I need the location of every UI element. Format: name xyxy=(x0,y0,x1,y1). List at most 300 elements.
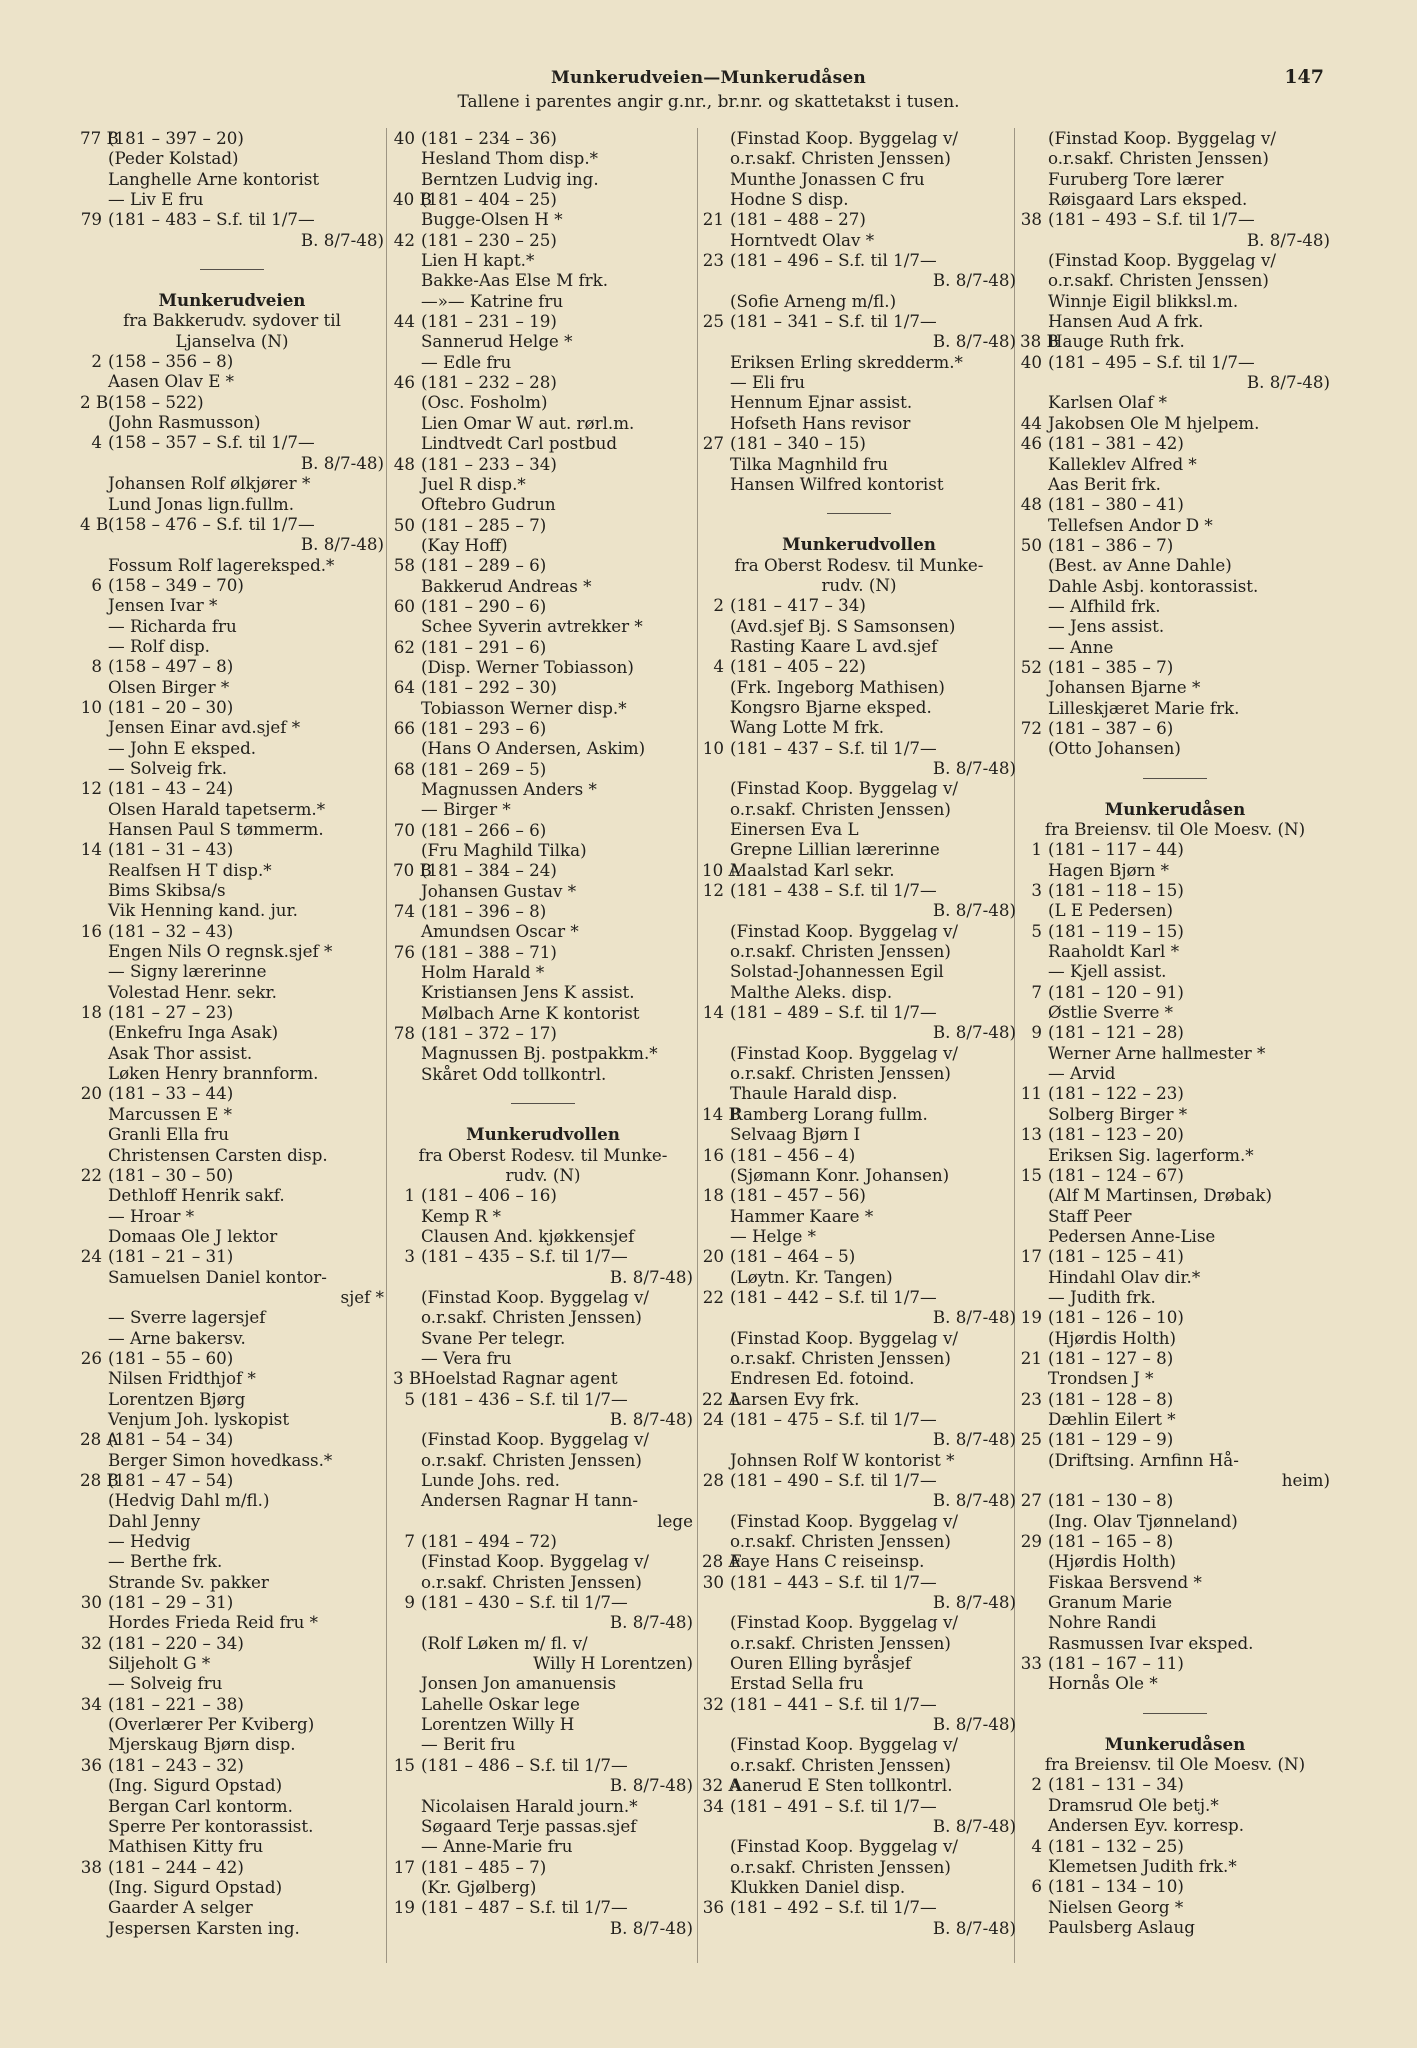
directory-entry xyxy=(702,1877,1016,1897)
column-2 xyxy=(393,128,693,1938)
directory-entry xyxy=(393,1673,693,1693)
directory-entry xyxy=(702,1653,1016,1673)
entry-text: Solberg Birger * xyxy=(1048,1103,1188,1124)
directory-entry xyxy=(702,1694,1016,1714)
directory-entry xyxy=(80,575,384,595)
entry-text: (181 – 388 – 71) xyxy=(421,941,557,962)
house-number: 28 A xyxy=(702,1551,741,1572)
house-number: 20 xyxy=(80,1083,102,1104)
entry-text: (181 – 47 – 54) xyxy=(108,1470,234,1490)
entry-text: o.r.sakf. Christen Jenssen) xyxy=(730,1531,951,1552)
directory-entry xyxy=(393,677,693,697)
directory-entry xyxy=(80,1470,384,1490)
directory-entry xyxy=(80,1104,384,1124)
directory-entry xyxy=(1020,454,1330,474)
entry-text: Bims Skibsa/s xyxy=(108,880,226,901)
house-number: 12 xyxy=(80,778,102,799)
house-number: 52 xyxy=(1020,656,1042,677)
house-number: 58 xyxy=(393,555,415,576)
directory-entry xyxy=(393,657,693,677)
directory-entry xyxy=(1020,1917,1330,1937)
directory-entry xyxy=(393,189,693,209)
directory-entry xyxy=(80,128,384,148)
entry-text: (158 – 522) xyxy=(108,391,204,412)
entry-text: (181 – 131 – 34) xyxy=(1048,1774,1184,1795)
house-number: 36 xyxy=(702,1897,724,1918)
street-route: fra Breiensv. til Ole Moesv. (N) xyxy=(1044,1754,1306,1775)
entry-continuation: B. 8/7-48) xyxy=(932,1490,1016,1511)
entry-text: Andersen Eyv. korresp. xyxy=(1048,1815,1245,1836)
directory-entry xyxy=(1020,1897,1330,1917)
entry-text: (181 – 396 – 8) xyxy=(421,901,547,922)
directory-entry xyxy=(393,1470,693,1490)
directory-entry xyxy=(702,1857,1016,1877)
directory-entry xyxy=(702,128,1016,148)
directory-entry xyxy=(80,1633,384,1653)
directory-entry xyxy=(702,921,1016,941)
directory-entry xyxy=(80,1531,384,1551)
entry-text: Hofseth Hans revisor xyxy=(730,412,911,433)
entry-continuation: B. 8/7-48) xyxy=(1246,229,1330,250)
directory-entry xyxy=(80,189,384,209)
entry-text: Lilleskjæret Marie frk. xyxy=(1048,697,1240,718)
entry-text: Lorentzen Willy H xyxy=(421,1714,575,1735)
entry-text: (181 – 341 – S.f. til 1/7— xyxy=(730,311,937,332)
directory-entry xyxy=(1020,1450,1330,1470)
house-number: 2 B xyxy=(80,391,109,412)
entry-text: (181 – 230 – 25) xyxy=(421,229,557,250)
entry-text: (Peder Kolstad) xyxy=(108,148,239,169)
entry-text: Kalleklev Alfred * xyxy=(1048,453,1197,474)
entry-text: Horntvedt Olav * xyxy=(730,229,875,250)
directory-entry xyxy=(1020,1104,1330,1124)
directory-entry xyxy=(1020,1185,1330,1205)
directory-entry xyxy=(393,474,693,494)
entry-text: Winnje Eigil blikksl.m. xyxy=(1048,290,1239,311)
entry-text: Johnsen Rolf W kontorist * xyxy=(730,1449,955,1470)
entry-text: — Liv E fru xyxy=(108,189,204,210)
directory-entry xyxy=(702,169,1016,189)
entry-text: Trondsen J * xyxy=(1048,1368,1154,1389)
entry-text: Siljeholt G * xyxy=(108,1653,211,1674)
entry-text: Hammer Kaare * xyxy=(730,1205,874,1226)
directory-entry xyxy=(702,961,1016,981)
entry-text: Johansen Bjarne * xyxy=(1048,677,1201,698)
directory-entry xyxy=(393,555,693,575)
entry-text: Werner Arne hallmester * xyxy=(1048,1042,1266,1063)
entry-text: Kristiansen Jens K assist. xyxy=(421,982,635,1003)
directory-entry xyxy=(393,820,693,840)
directory-entry xyxy=(393,901,693,921)
entry-text: Hindahl Olav dir.* xyxy=(1048,1266,1201,1287)
entry-text: Volestad Henr. sekr. xyxy=(108,981,277,1002)
house-number: 36 xyxy=(80,1754,102,1775)
directory-entry xyxy=(80,1857,384,1877)
street-heading: Munkerudvollen xyxy=(782,534,936,555)
entry-text: Munthe Jonassen C fru xyxy=(730,168,925,189)
entry-text: (Finstad Koop. Byggelag v/ xyxy=(421,1551,650,1572)
entry-text: (Frk. Ingeborg Mathisen) xyxy=(730,676,945,697)
directory-entry xyxy=(393,1734,693,1754)
directory-entry xyxy=(1020,1836,1330,1856)
directory-entry xyxy=(80,1897,384,1917)
entry-text: Vik Henning kand. jur. xyxy=(108,900,298,921)
entry-text: — Helge * xyxy=(730,1225,816,1246)
directory-entry xyxy=(1020,718,1330,738)
entry-text: (181 – 417 – 34) xyxy=(730,595,866,616)
directory-entry xyxy=(702,1267,1016,1287)
entry-text: o.r.sakf. Christen Jenssen) xyxy=(1048,148,1269,169)
entry-text: (181 – 117 – 44) xyxy=(1048,839,1184,860)
entry-text: Hauge Ruth frk. xyxy=(1048,331,1185,352)
entry-text: (181 – 289 – 6) xyxy=(421,555,547,576)
entry-continuation: Willy H Lorentzen) xyxy=(533,1653,693,1674)
house-number: 17 xyxy=(393,1856,415,1877)
directory-entry xyxy=(1020,921,1330,941)
directory-entry xyxy=(80,1206,384,1226)
house-number: 66 xyxy=(393,717,415,738)
directory-entry xyxy=(80,880,384,900)
directory-entry xyxy=(702,311,1016,331)
directory-entry xyxy=(393,799,693,819)
house-number: 4 xyxy=(713,656,724,677)
entry-continuation: B. 8/7-48) xyxy=(932,1022,1016,1043)
house-number: 32 xyxy=(702,1693,724,1714)
entry-text: Hornås Ole * xyxy=(1048,1673,1158,1694)
entry-text: — Richarda fru xyxy=(108,615,237,636)
directory-entry xyxy=(702,1043,1016,1063)
directory-entry xyxy=(393,1551,693,1571)
entry-text: (181 – 128 – 8) xyxy=(1048,1388,1174,1409)
directory-entry xyxy=(80,1775,384,1795)
house-number: 28 B xyxy=(80,1470,119,1490)
entry-text: (181 – 269 – 5) xyxy=(421,758,547,779)
directory-entry xyxy=(80,1022,384,1042)
street-route: fra Oberst Rodesv. til Munke- xyxy=(734,554,984,575)
directory-entry xyxy=(702,1206,1016,1226)
house-number: 23 xyxy=(1020,1388,1042,1409)
house-number: 33 xyxy=(1020,1653,1042,1674)
entry-text: (181 – 32 – 43) xyxy=(108,920,234,941)
directory-entry xyxy=(80,758,384,778)
directory-entry xyxy=(702,799,1016,819)
entry-text: Ouren Elling byråsjef xyxy=(730,1653,912,1674)
entry-text: (181 – 43 – 24) xyxy=(108,778,234,799)
entry-text: Clausen And. kjøkkensjef xyxy=(421,1225,635,1246)
entry-continuation: lege xyxy=(657,1510,693,1531)
directory-entry xyxy=(702,1368,1016,1388)
entry-text: (181 – 384 – 24) xyxy=(421,860,557,881)
house-number: 16 xyxy=(702,1144,724,1165)
directory-entry xyxy=(393,494,693,514)
entry-text: (181 – 404 – 25) xyxy=(421,189,557,210)
directory-entry xyxy=(393,698,693,718)
entry-text: o.r.sakf. Christen Jenssen) xyxy=(730,798,951,819)
entry-text: (Finstad Koop. Byggelag v/ xyxy=(730,1042,959,1063)
directory-entry xyxy=(393,596,693,616)
entry-text: (181 – 436 – S.f. til 1/7— xyxy=(421,1388,628,1409)
entry-text: (Finstad Koop. Byggelag v/ xyxy=(421,1429,650,1450)
entry-text: Johansen Rolf ølkjører * xyxy=(108,473,311,494)
house-number: 18 xyxy=(702,1185,724,1206)
entry-text: Lindtvedt Carl postbud xyxy=(421,433,617,454)
entry-text: (181 – 435 – S.f. til 1/7— xyxy=(421,1246,628,1267)
entry-continuation: B. 8/7-48) xyxy=(609,1917,693,1938)
directory-entry xyxy=(1020,1876,1330,1896)
directory-entry xyxy=(80,1002,384,1022)
directory-entry xyxy=(80,1226,384,1246)
entry-text: (181 – 386 – 7) xyxy=(1048,534,1174,555)
entry-text: Bakke-Aas Else M frk. xyxy=(421,270,609,291)
directory-entry xyxy=(1020,839,1330,859)
entry-text: (181 – 167 – 11) xyxy=(1048,1653,1184,1674)
entry-text: Eriksen Erling skredderm.* xyxy=(730,351,963,372)
house-number: 44 xyxy=(393,311,415,332)
directory-entry xyxy=(80,961,384,981)
entry-text: (181 – 234 – 36) xyxy=(421,128,557,148)
house-number: 30 xyxy=(702,1571,724,1592)
house-number: 3 xyxy=(404,1246,415,1267)
directory-entry xyxy=(393,840,693,860)
directory-entry xyxy=(1020,1490,1330,1510)
house-number: 48 xyxy=(1020,494,1042,515)
entry-text: Dramsrud Ole betj.* xyxy=(1048,1794,1219,1815)
entry-text: — Berthe frk. xyxy=(108,1551,223,1572)
directory-entry xyxy=(393,454,693,474)
street-heading: Munkerudåsen xyxy=(1104,798,1246,819)
entry-text: Nielsen Georg * xyxy=(1048,1896,1184,1917)
entry-text: (Fru Maghild Tilka) xyxy=(421,840,587,861)
house-number: 74 xyxy=(393,901,415,922)
directory-entry xyxy=(393,1003,693,1023)
directory-entry xyxy=(80,860,384,880)
entry-text: Olsen Birger * xyxy=(108,676,230,697)
directory-entry xyxy=(702,1511,1016,1531)
entry-text: (158 – 476 – S.f. til 1/7— xyxy=(108,513,315,534)
directory-entry xyxy=(80,412,384,432)
house-number: 7 xyxy=(404,1531,415,1552)
house-number: 15 xyxy=(1020,1164,1042,1185)
directory-entry xyxy=(1020,616,1330,636)
entry-text: Hansen Wilfred kontorist xyxy=(730,473,944,494)
entry-text: (181 – 430 – S.f. til 1/7— xyxy=(421,1592,628,1613)
house-number: 68 xyxy=(393,758,415,779)
directory-entry xyxy=(1020,941,1330,961)
directory-entry xyxy=(80,1165,384,1185)
directory-entry xyxy=(1020,1795,1330,1815)
house-number: 2 xyxy=(1031,1774,1042,1795)
entry-text: (Finstad Koop. Byggelag v/ xyxy=(730,1510,959,1531)
directory-entry xyxy=(702,860,1016,880)
directory-entry xyxy=(80,209,384,229)
entry-text: Lunde Johs. red. xyxy=(421,1470,560,1490)
directory-entry xyxy=(80,921,384,941)
directory-entry xyxy=(393,1287,693,1307)
entry-text: (Finstad Koop. Byggelag v/ xyxy=(730,1327,959,1348)
house-number: 40 B xyxy=(393,189,432,210)
directory-entry xyxy=(393,738,693,758)
directory-entry xyxy=(1020,677,1330,697)
street-heading: Munkerudvollen xyxy=(466,1124,620,1145)
entry-text: (181 – 127 – 8) xyxy=(1048,1347,1174,1368)
directory-entry xyxy=(80,1389,384,1409)
entry-text: o.r.sakf. Christen Jenssen) xyxy=(730,1063,951,1084)
entry-continuation: heim) xyxy=(1281,1470,1330,1490)
entry-text: — Kjell assist. xyxy=(1048,961,1167,982)
entry-text: (181 – 285 – 7) xyxy=(421,514,547,535)
directory-entry xyxy=(1020,1429,1330,1449)
entry-text: (Finstad Koop. Byggelag v/ xyxy=(730,1612,959,1633)
directory-entry xyxy=(80,1307,384,1327)
directory-entry xyxy=(702,209,1016,229)
entry-text: Mjerskaug Bjørn disp. xyxy=(108,1734,296,1755)
entry-text: (181 – 397 – 20) xyxy=(108,128,244,148)
directory-entry xyxy=(1020,738,1330,758)
entry-text: —»— Katrine fru xyxy=(421,290,564,311)
entry-text: Hansen Aud A frk. xyxy=(1048,311,1204,332)
entry-text: Karlsen Olaf * xyxy=(1048,392,1168,413)
entry-text: Bergan Carl kontorm. xyxy=(108,1795,293,1816)
entry-text: o.r.sakf. Christen Jenssen) xyxy=(421,1571,642,1592)
house-number: 20 xyxy=(702,1246,724,1267)
entry-text: (181 – 457 – 56) xyxy=(730,1185,866,1206)
directory-entry xyxy=(702,1409,1016,1429)
entry-text: (Finstad Koop. Byggelag v/ xyxy=(730,1836,959,1857)
house-number: 48 xyxy=(393,453,415,474)
entry-text: (Hans O Andersen, Askim) xyxy=(421,738,646,759)
directory-entry xyxy=(393,982,693,1002)
entry-text: — Arne bakersv. xyxy=(108,1327,246,1348)
house-number: 32 A xyxy=(702,1775,741,1796)
entry-text: (181 – 266 – 6) xyxy=(421,819,547,840)
entry-text: Jonsen Jon amanuensis xyxy=(421,1673,617,1694)
page-subtitle: Tallene i parentes angir g.nr., br.nr. og skattetakst i tusen. xyxy=(457,92,960,112)
entry-continuation: B. 8/7-48) xyxy=(609,1775,693,1796)
entry-text: — Sverre lagersjef xyxy=(108,1307,266,1328)
directory-entry xyxy=(1020,1368,1330,1388)
directory-entry xyxy=(80,148,384,168)
entry-text: (181 – 30 – 50) xyxy=(108,1164,234,1185)
entry-text: (181 – 292 – 30) xyxy=(421,677,557,698)
directory-entry xyxy=(80,616,384,636)
house-number: 1 xyxy=(404,1185,415,1206)
house-number: 10 A xyxy=(702,859,741,880)
directory-entry xyxy=(702,1450,1016,1470)
house-number: 1 xyxy=(1031,839,1042,860)
directory-entry xyxy=(393,1633,693,1653)
house-number: 40 xyxy=(393,128,415,148)
directory-entry xyxy=(393,1226,693,1246)
entry-text: Mathisen Kitty fru xyxy=(108,1836,264,1857)
directory-entry xyxy=(393,209,693,229)
directory-entry xyxy=(80,982,384,1002)
directory-entry xyxy=(393,779,693,799)
directory-entry xyxy=(1020,1083,1330,1103)
directory-entry xyxy=(1020,1124,1330,1144)
directory-entry xyxy=(1020,291,1330,311)
directory-entry xyxy=(702,656,1016,676)
house-number: 8 xyxy=(91,656,102,677)
entry-text: (Disp. Werner Tobiasson) xyxy=(421,656,634,677)
entry-text: (181 – 134 – 10) xyxy=(1048,1876,1184,1897)
directory-entry xyxy=(1020,637,1330,657)
house-number: 76 xyxy=(393,941,415,962)
house-number: 28 A xyxy=(80,1429,119,1450)
entry-text: (181 – 119 – 15) xyxy=(1048,920,1184,941)
directory-entry xyxy=(393,860,693,880)
entry-text: (181 – 442 – S.f. til 1/7— xyxy=(730,1286,937,1307)
directory-entry xyxy=(80,839,384,859)
directory-entry xyxy=(80,778,384,798)
entry-text: Venjum Joh. lyskopist xyxy=(108,1408,290,1429)
entry-text: Fiskaa Bersvend * xyxy=(1048,1571,1202,1592)
directory-entry xyxy=(80,392,384,412)
directory-entry xyxy=(80,1918,384,1938)
entry-text: (181 – 125 – 41) xyxy=(1048,1246,1184,1267)
entry-text: (181 – 21 – 31) xyxy=(108,1246,234,1267)
entry-text: (181 – 405 – 22) xyxy=(730,656,866,677)
entry-text: Andersen Ragnar H tann- xyxy=(421,1490,639,1511)
directory-entry xyxy=(702,1124,1016,1144)
directory-entry xyxy=(80,677,384,697)
directory-entry xyxy=(80,1612,384,1632)
house-number: 15 xyxy=(393,1754,415,1775)
directory-entry xyxy=(1020,1856,1330,1876)
directory-entry xyxy=(702,1572,1016,1592)
entry-text: (Ing. Sigurd Opstad) xyxy=(108,1876,283,1897)
entry-text: Jespersen Karsten ing. xyxy=(108,1917,300,1938)
entry-text: (181 – 232 – 28) xyxy=(421,372,557,393)
entry-text: Ramberg Lorang fullm. xyxy=(730,1103,928,1124)
directory-entry xyxy=(80,1572,384,1592)
entry-text: Dethloff Henrik sakf. xyxy=(108,1185,285,1206)
entry-text: Pedersen Anne-Lise xyxy=(1048,1225,1216,1246)
entry-continuation: B. 8/7-48) xyxy=(932,757,1016,778)
entry-text: Nilsen Fridthjof * xyxy=(108,1368,256,1389)
directory-entry xyxy=(1020,433,1330,453)
street-route: fra Bakkerudv. sydover til xyxy=(123,310,341,331)
house-number: 9 xyxy=(1031,1022,1042,1043)
directory-entry xyxy=(702,148,1016,168)
house-number: 78 xyxy=(393,1023,415,1044)
entry-text: Paulsberg Aslaug xyxy=(1048,1916,1195,1937)
directory-entry xyxy=(393,1043,693,1063)
entry-text: Klemetsen Judith frk.* xyxy=(1048,1855,1237,1876)
house-number: 77 B xyxy=(80,128,119,148)
entry-text: Magnussen Anders * xyxy=(421,779,597,799)
entry-text: (181 – 487 – S.f. til 1/7— xyxy=(421,1897,628,1918)
entry-text: o.r.sakf. Christen Jenssen) xyxy=(421,1307,642,1328)
entry-text: (Driftsing. Arnfinn Hå- xyxy=(1048,1449,1239,1470)
directory-entry xyxy=(1020,1307,1330,1327)
entry-text: (181 – 406 – 16) xyxy=(421,1185,557,1206)
directory-entry xyxy=(393,1307,693,1327)
section-divider xyxy=(393,1084,693,1124)
house-number: 11 xyxy=(1020,1083,1042,1104)
entry-text: (181 – 494 – 72) xyxy=(421,1531,557,1552)
house-number: 60 xyxy=(393,595,415,616)
house-number: 19 xyxy=(393,1897,415,1918)
entry-text: Faye Hans C reiseinsp. xyxy=(730,1551,925,1572)
directory-entry xyxy=(702,1796,1016,1816)
entry-text: Nohre Randi xyxy=(1048,1612,1157,1633)
entry-text: Realfsen H T disp.* xyxy=(108,859,272,880)
entry-text: Gaarder A selger xyxy=(108,1897,253,1918)
entry-text: o.r.sakf. Christen Jenssen) xyxy=(730,148,951,169)
entry-continuation: B. 8/7-48) xyxy=(932,270,1016,291)
entry-text: (181 – 438 – S.f. til 1/7— xyxy=(730,880,937,901)
directory-entry xyxy=(1020,1774,1330,1794)
